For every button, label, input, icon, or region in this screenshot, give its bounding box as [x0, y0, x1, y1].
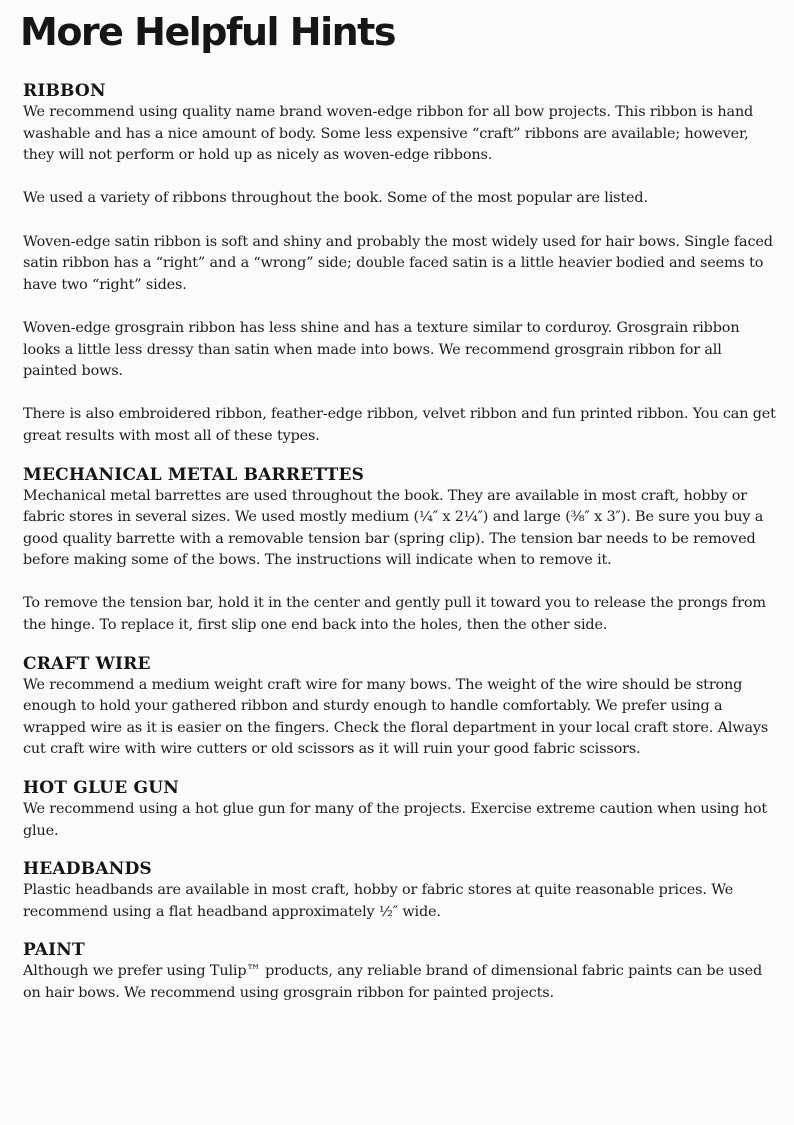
section-heading: HOT GLUE GUN [23, 778, 179, 799]
section-heading: RIBBON [23, 81, 106, 101]
paragraph: Woven-edge satin ribbon is soft and shiny and probably the most widely used for hair bows. Single faced satin ribbon has a “right” and a “wrong” side; double faced satin is a little heavier bodied and seems to have two “right” sides. [23, 233, 773, 293]
section-heading: MECHANICAL METAL BARRETTES [23, 464, 365, 485]
section-headbands [23, 858, 780, 923]
paragraph: Mechanical metal barrettes are used throughout the book. They are available in most craft, hobby or fabric stores in several sizes. We used mostly medium (¼″ x 2¼″) and large (⅜″ x 3″). Be sure you buy a good quality barrette with a removable tension bar (spring clip). The tension bar needs to be removed before making some of the bows. The instructions will indicate when to remove it. [23, 487, 764, 569]
section-hot-glue-gun [23, 777, 780, 842]
page-content [23, 80, 780, 1005]
paragraph: Woven-edge grosgrain ribbon has less shine and has a texture similar to corduroy. Grosgrain ribbon looks a little less dressy than satin when made into bows. We recommend grosgrain ribbon for all painted bows. [23, 319, 740, 380]
paragraph: There is also embroidered ribbon, feather-edge ribbon, velvet ribbon and fun printed ribbon. You can get great results with most all of these types. [23, 406, 776, 444]
section-paint [23, 939, 780, 1004]
section-craft-wire [23, 653, 780, 761]
section-heading: HEADBANDS [23, 859, 152, 880]
section-ribbon [23, 80, 780, 448]
page-title: More Helpful Hints [20, 10, 395, 54]
section-heading: CRAFT WIRE [23, 653, 151, 674]
paragraph: We used a variety of ribbons throughout the book. Some of the most popular are listed. [23, 190, 648, 207]
paragraph: To remove the tension bar, hold it in the center and gently pull it toward you to release the prongs from the hinge. To replace it, first slip one end back into the holes, then the other side. [23, 595, 766, 634]
paragraph: Plastic headbands are available in most craft, hobby or fabric stores at quite reasonable prices. We recommend using a flat headband approximately ½″ wide. [23, 882, 734, 920]
paragraph: We recommend a medium weight craft wire for many bows. The weight of the wire should be strong enough to hold your gathered ribbon and sturdy enough to handle comfortably. We prefer using a wrapped wire as it is easier on the fingers. Check the floral department in your local craft store. Always cut craft wire with wire cutters or old scissors as it will ruin your good fabric scissors. [23, 676, 769, 758]
section-mechanical-metal-barrettes [23, 464, 780, 637]
paragraph: We recommend using a hot glue gun for many of the projects. Exercise extreme caution when using hot glue. [23, 801, 768, 839]
section-heading: PAINT [23, 940, 85, 961]
paragraph: Although we prefer using Tulip™ products, any reliable brand of dimensional fabric paints can be used on hair bows. We recommend using grosgrain ribbon for painted projects. [23, 963, 763, 1001]
paragraph: We recommend using quality name brand woven-edge ribbon for all bow projects. This ribbon is hand washable and has a nice amount of body. Some less expensive “craft” ribbons are available; however, they will not perform or hold up as nicely as woven-edge ribbons. [23, 104, 754, 164]
